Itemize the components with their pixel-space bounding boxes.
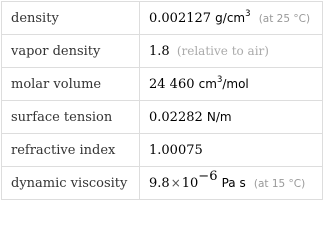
molar-volume-unit-base: cm — [198, 76, 217, 91]
row-value — [140, 167, 323, 200]
viscosity-unit: Pa s — [221, 175, 246, 190]
vapor-density-note: (relative to air) — [176, 43, 269, 58]
surface-tension-unit: N/m — [206, 109, 232, 124]
row-value — [140, 134, 323, 167]
table-row — [2, 68, 323, 101]
density-unit-exponent: 3 — [245, 8, 251, 19]
viscosity-exponent: −6 — [198, 169, 218, 185]
density-unit-base: g/cm — [215, 10, 246, 25]
row-label: surface tension — [2, 101, 140, 134]
row-value — [140, 2, 323, 35]
molar-volume-unit-exponent: 3 — [216, 74, 223, 85]
row-value — [140, 35, 323, 68]
table-row — [2, 167, 323, 200]
table-row — [2, 134, 323, 167]
row-label: density — [2, 2, 140, 35]
table-row — [2, 2, 323, 35]
row-label: molar volume — [2, 68, 140, 101]
row-label: dynamic viscosity — [2, 167, 140, 200]
table-row — [2, 35, 323, 68]
viscosity-base: 10 — [181, 175, 199, 191]
vapor-density-value: 1.8 — [149, 43, 170, 59]
viscosity-note: (at 15 °C) — [253, 177, 306, 190]
surface-tension-value: 0.02282 — [149, 109, 203, 125]
viscosity-mantissa: 9.8 — [149, 175, 170, 191]
table-row — [2, 101, 323, 134]
density-value: 0.002127 — [149, 10, 212, 26]
refractive-index-value: 1.00075 — [149, 142, 203, 158]
properties-table — [1, 1, 323, 200]
times-sign: × — [170, 175, 181, 190]
density-note: (at 25 °C) — [258, 12, 311, 25]
density-unit — [215, 8, 251, 25]
row-value — [140, 101, 323, 134]
molar-volume-unit-suffix: /mol — [222, 76, 249, 91]
row-label: vapor density — [2, 35, 140, 68]
molar-volume-value: 24 460 — [149, 76, 195, 92]
row-label: refractive index — [2, 134, 140, 167]
molar-volume-unit — [198, 74, 249, 91]
row-value — [140, 68, 323, 101]
